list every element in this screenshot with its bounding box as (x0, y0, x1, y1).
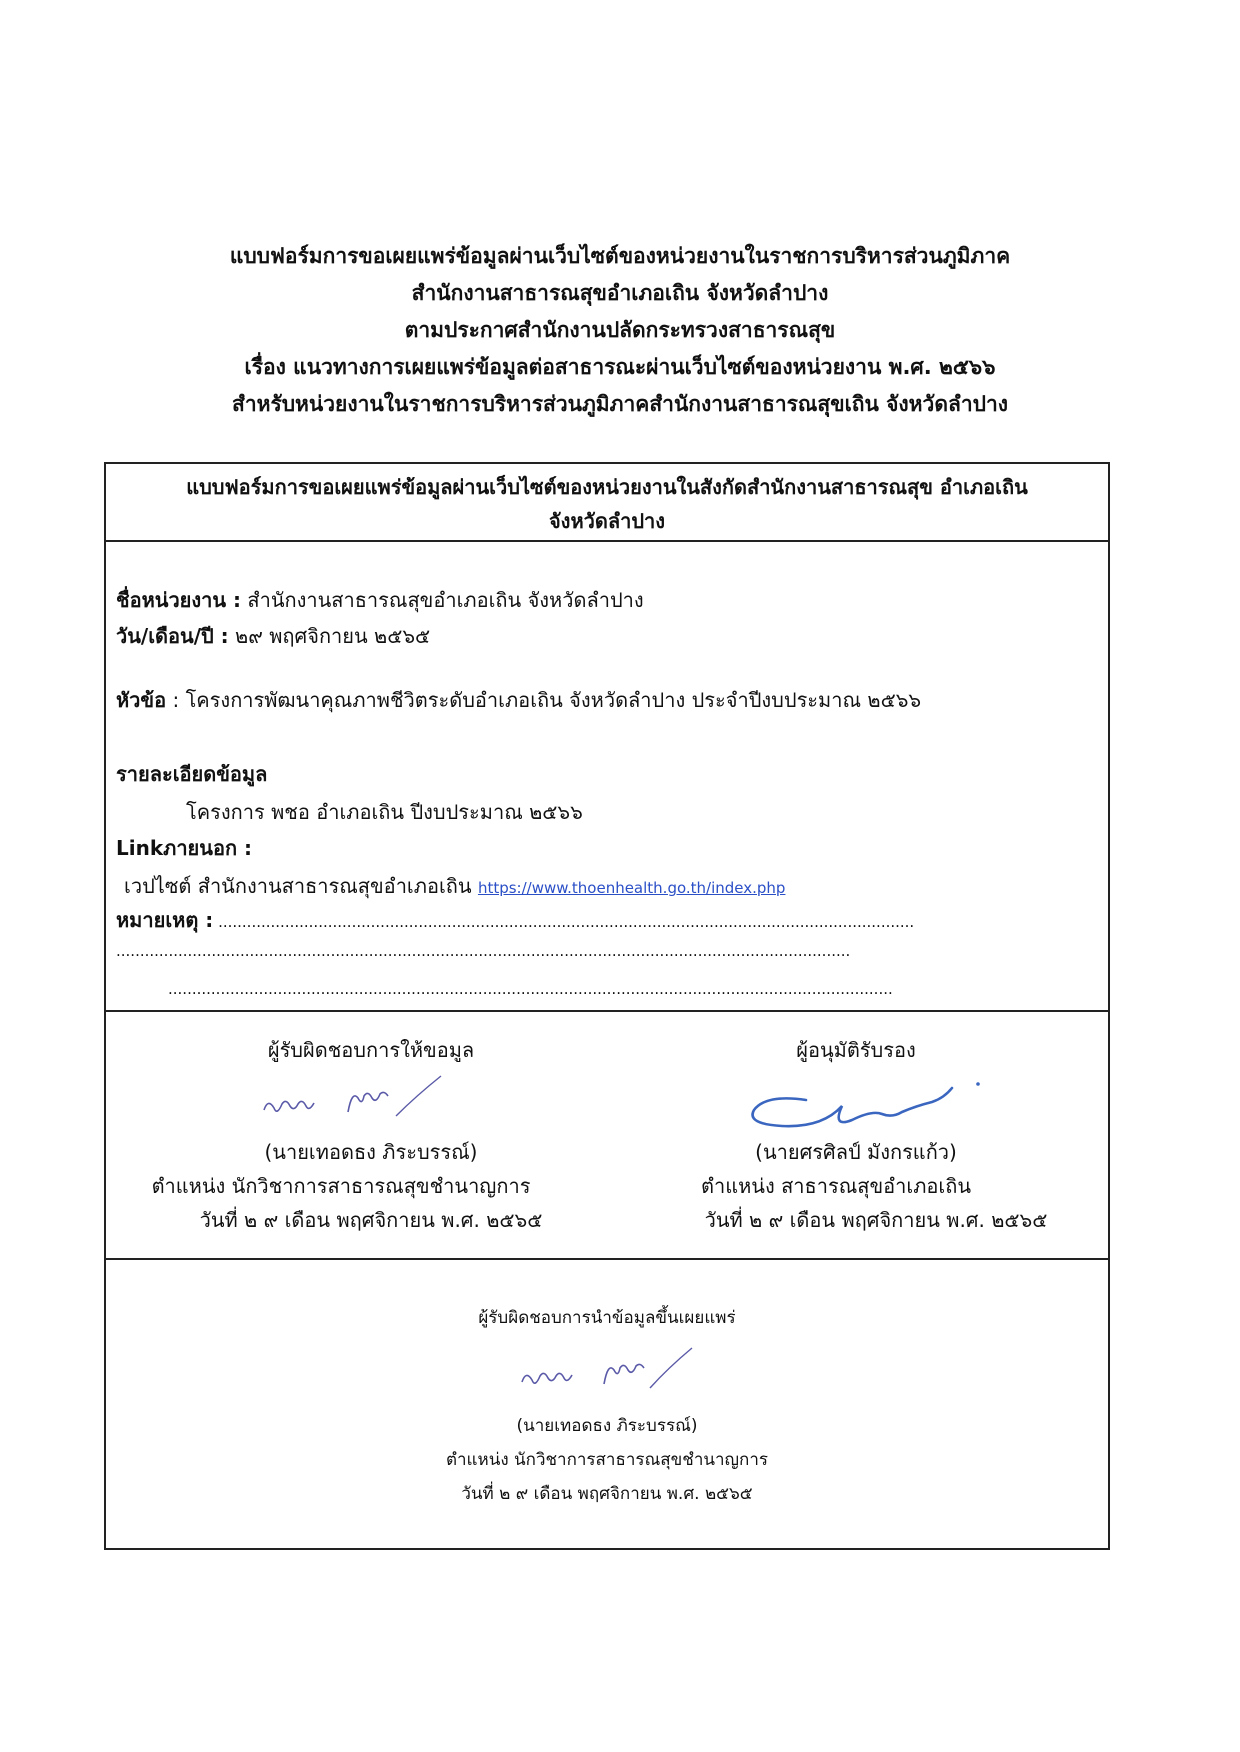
detail-label: รายละเอียดข้อมูล (116, 762, 268, 786)
note-dots-2: .......................................................................................................................................................... (116, 942, 851, 960)
date-row (116, 620, 430, 652)
detail-value: โครงการ พชอ อำเภอเถิน ปีงบประมาณ ๒๕๖๖ (186, 800, 583, 824)
agency-row (116, 584, 644, 616)
form-title-line-2: จังหวัดลำปาง (548, 509, 666, 533)
document-heading (0, 238, 1240, 423)
note-dots-1: .................................................................................................................................................. (213, 913, 915, 931)
date-value: ๒๙ พฤศจิกายน ๒๕๖๕ (228, 624, 431, 648)
form-title (106, 464, 1108, 542)
heading-line-1: แบบฟอร์มการขอเผยแพร่ข้อมูลผ่านเว็บไซต์ของหน่วยงานในราชการบริหารส่วนภูมิภาค (229, 244, 1011, 268)
signature-row (106, 1012, 1108, 1260)
left-signature-mark (256, 1072, 466, 1132)
right-sign-name: (นายศรศิลป์ มังกรแก้ว) (755, 1140, 957, 1164)
note-dots-3: ........................................................................................................................................................ (168, 980, 893, 998)
topic-label: หัวข้อ (116, 688, 167, 712)
agency-label: ชื่อหน่วยงาน : (116, 588, 242, 612)
heading-line-5: สำหรับหน่วยงานในราชการบริหารส่วนภูมิภาคสำนักงานสาธารณสุขเถิน จังหวัดลำปาง (232, 392, 1008, 416)
right-signature-mark (746, 1070, 986, 1140)
heading-line-3: ตามประกาศสำนักงานปลัดกระทรวงสาธารณสุข (404, 318, 836, 342)
note-label: หมายเหตุ : (116, 908, 214, 932)
form-box (104, 462, 1110, 1550)
left-sign-title: ผู้รับผิดชอบการให้ขอมูล (267, 1038, 475, 1062)
right-sign-date: วันที่ ๒ ๙ เดือน พฤศจิกายน พ.ศ. ๒๕๖๕ (704, 1208, 1048, 1232)
website-link[interactable]: https://www.thoenhealth.go.th/index.php (477, 879, 786, 897)
publisher-date: วันที่ ๒ ๙ เดือน พฤศจิกายน พ.ศ. ๒๕๖๕ (461, 1484, 753, 1504)
right-sign-title: ผู้อนุมัติรับรอง (796, 1038, 916, 1062)
website-row (124, 870, 785, 902)
heading-line-2: สำนักงานสาธารณสุขอำเภอเถิน จังหวัดลำปาง (411, 281, 829, 305)
date-label: วัน/เดือน/ปี : (116, 624, 229, 648)
form-title-line-1: แบบฟอร์มการขอเผยแพร่ข้อมูลผ่านเว็บไซต์ของหน่วยงานในสังกัดสำนักงานสาธารณสุข อำเภอเถิน (186, 475, 1028, 499)
link-label: Linkภายนอก : (116, 836, 253, 860)
signature-right (606, 1012, 1106, 1258)
right-sign-position: ตำแหน่ง สาธารณสุขอำเภอเถิน (700, 1174, 972, 1198)
publisher-name: (นายเทอดธง ภิระบรรณ์) (516, 1416, 698, 1436)
website-text: เวปไซต์ สำนักงานสาธารณสุขอำเภอเถิน (124, 874, 472, 898)
left-sign-position: ตำแหน่ง นักวิชาการสาธารณสุขชำนาญการ (151, 1174, 531, 1198)
publisher-position: ตำแหน่ง นักวิชาการสาธารณสุขชำนาญการ (445, 1450, 769, 1470)
left-sign-name: (นายเทอดธง ภิระบรรณ์) (264, 1140, 478, 1164)
publisher-signature-mark (516, 1342, 716, 1398)
details-section (106, 542, 1108, 1012)
heading-line-4: เรื่อง แนวทางการเผยแพร่ข้อมูลต่อสาธารณะผ่านเว็บไซต์ของหน่วยงาน พ.ศ. ๒๕๖๖ (244, 355, 996, 379)
publisher-section (106, 1260, 1108, 1550)
topic-row (116, 684, 921, 716)
agency-value: สำนักงานสาธารณสุขอำเภอเถิน จังหวัดลำปาง (241, 588, 644, 612)
left-sign-date: วันที่ ๒ ๙ เดือน พฤศจิกายน พ.ศ. ๒๕๖๕ (199, 1208, 543, 1232)
publisher-title: ผู้รับผิดชอบการนำข้อมูลขึ้นเผยแพร่ (478, 1308, 736, 1328)
note-row (116, 904, 914, 936)
signature-left (106, 1012, 606, 1258)
topic-value: : โครงการพัฒนาคุณภาพชีวิตระดับอำเภอเถิน จังหวัดลำปาง ประจำปีงบประมาณ ๒๕๖๖ (166, 688, 922, 712)
